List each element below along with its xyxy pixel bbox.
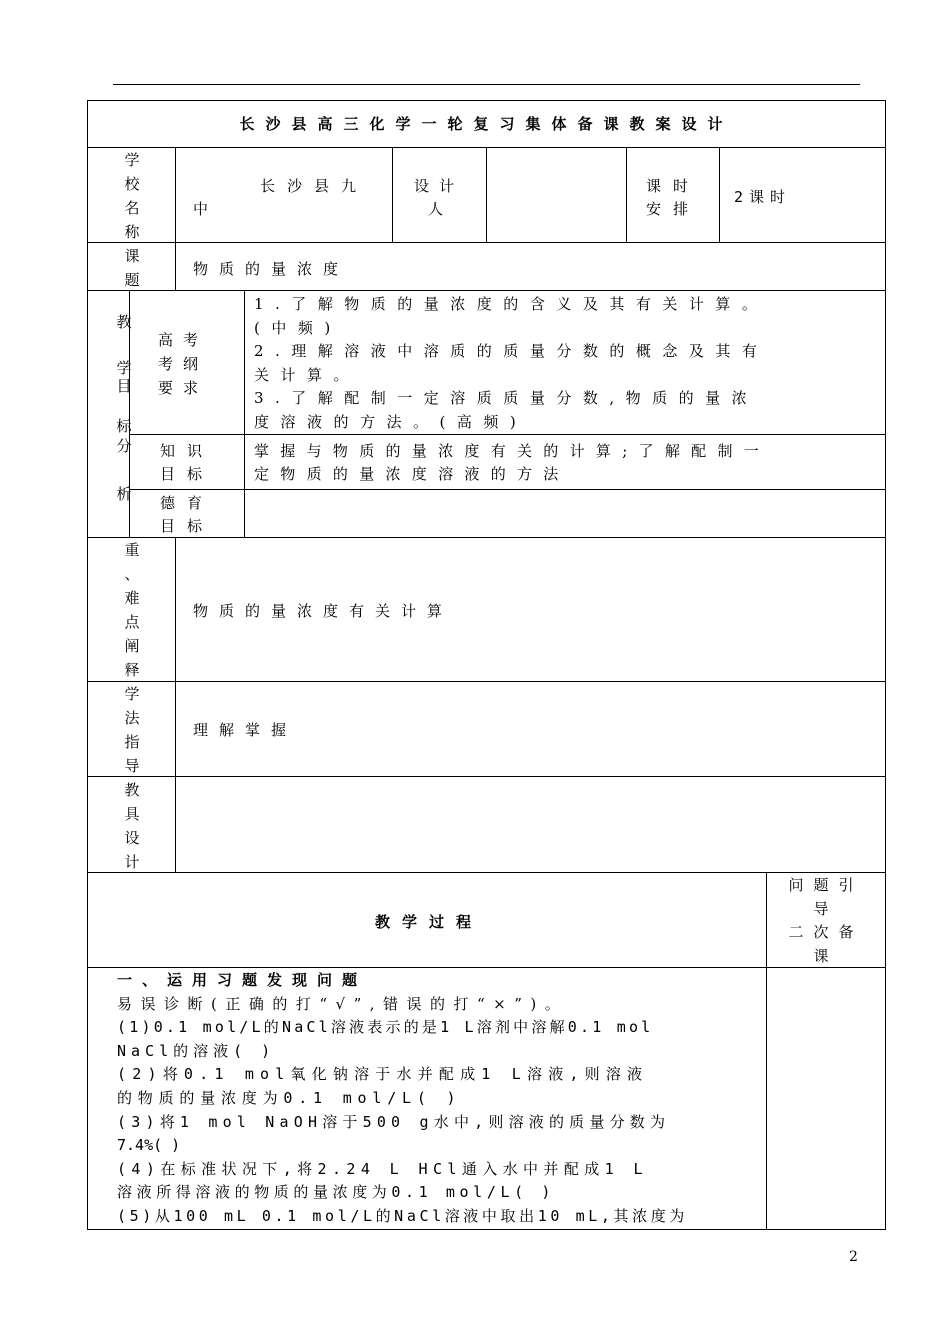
knowledge-label: 知识 目标 (160, 442, 215, 483)
knowledge-text: 掌握与物质的量浓度有关的计算;了解配制一 定物质的量浓度溶液的方法 (254, 442, 771, 483)
content-line: (5)从100 mL 0.1 mol/L的NaCl溶液中取出10 mL,其浓度为 (117, 1206, 688, 1225)
content-line: 一、运用习题发现问题 (117, 971, 368, 989)
process-title: 教学过程 (375, 913, 484, 931)
process-side-label: 问题引 导 二次备 课 (788, 876, 864, 965)
page-number: 2 (849, 1249, 858, 1265)
content-line: (1)0.1 mol/L的NaCl溶液表示的是1 L溶剂中溶解0.1 mol (117, 1018, 654, 1037)
content-line: (4)在标准状况下,将2.24 L HCl通入水中并配成1 L (117, 1159, 648, 1178)
designer-label: 设计 (414, 177, 465, 195)
school-value-2: 中 (193, 200, 216, 218)
content-line: NaCl的溶液( ) (117, 1041, 276, 1060)
school-value-1: 长沙县九 (260, 177, 369, 195)
tools-label: 教 具 设 计 (124, 781, 140, 871)
moral-label: 德育 目标 (160, 494, 215, 535)
topic-label: 课 题 (124, 247, 140, 289)
schedule-value: 2课时 (734, 188, 792, 206)
method-label: 学 法 指 导 (124, 685, 140, 775)
content-line: 的物质的量浓度为0.1 mol/L( ) (117, 1088, 462, 1107)
process-content (117, 969, 762, 1229)
key-points-value: 物质的量浓度有关计算 (193, 602, 454, 620)
header-rule (113, 84, 860, 85)
topic-value: 物质的量浓度 (193, 260, 350, 278)
objectives-group-label: 教 学 目 标 分 析 (116, 313, 132, 503)
key-points-label: 重 、 难 点 阐 释 (124, 541, 140, 679)
content-line: (2)将0.1 mol氧化钠溶于水并配成1 L溶液,则溶液 (117, 1065, 649, 1084)
school-label: 学 校 名 称 (124, 151, 140, 241)
content-line: 7.4%( ) (117, 1136, 181, 1155)
exam-requirements-text: 1.了解物质的量浓度的含义及其有关计算。 (中频) 2.理解溶液中溶质的质量分数的概念及其有 关计算。 3.了解配制一定溶质质量分数,物质的量浓 度溶液的方法。(高频) (254, 295, 769, 431)
schedule-label-1: 课时 (646, 177, 701, 195)
exam-requirements-label: 高考 考纲 要求 (158, 331, 209, 397)
content-line: 易误诊断(正确的打“√”,错误的打“×”)。 (117, 994, 569, 1013)
method-value: 理解掌握 (193, 721, 298, 739)
designer-label-2: 人 (428, 200, 451, 218)
schedule-label-2: 安排 (646, 200, 701, 218)
content-line: (3)将1 mol NaOH溶于500 g水中,则溶液的质量分数为 (117, 1112, 671, 1131)
content-line: 溶液所得溶液的物质的量浓度为0.1 mol/L( ) (117, 1183, 555, 1202)
document-title: 长沙县高三化学一轮复习集体备课教案设计 (239, 115, 734, 133)
